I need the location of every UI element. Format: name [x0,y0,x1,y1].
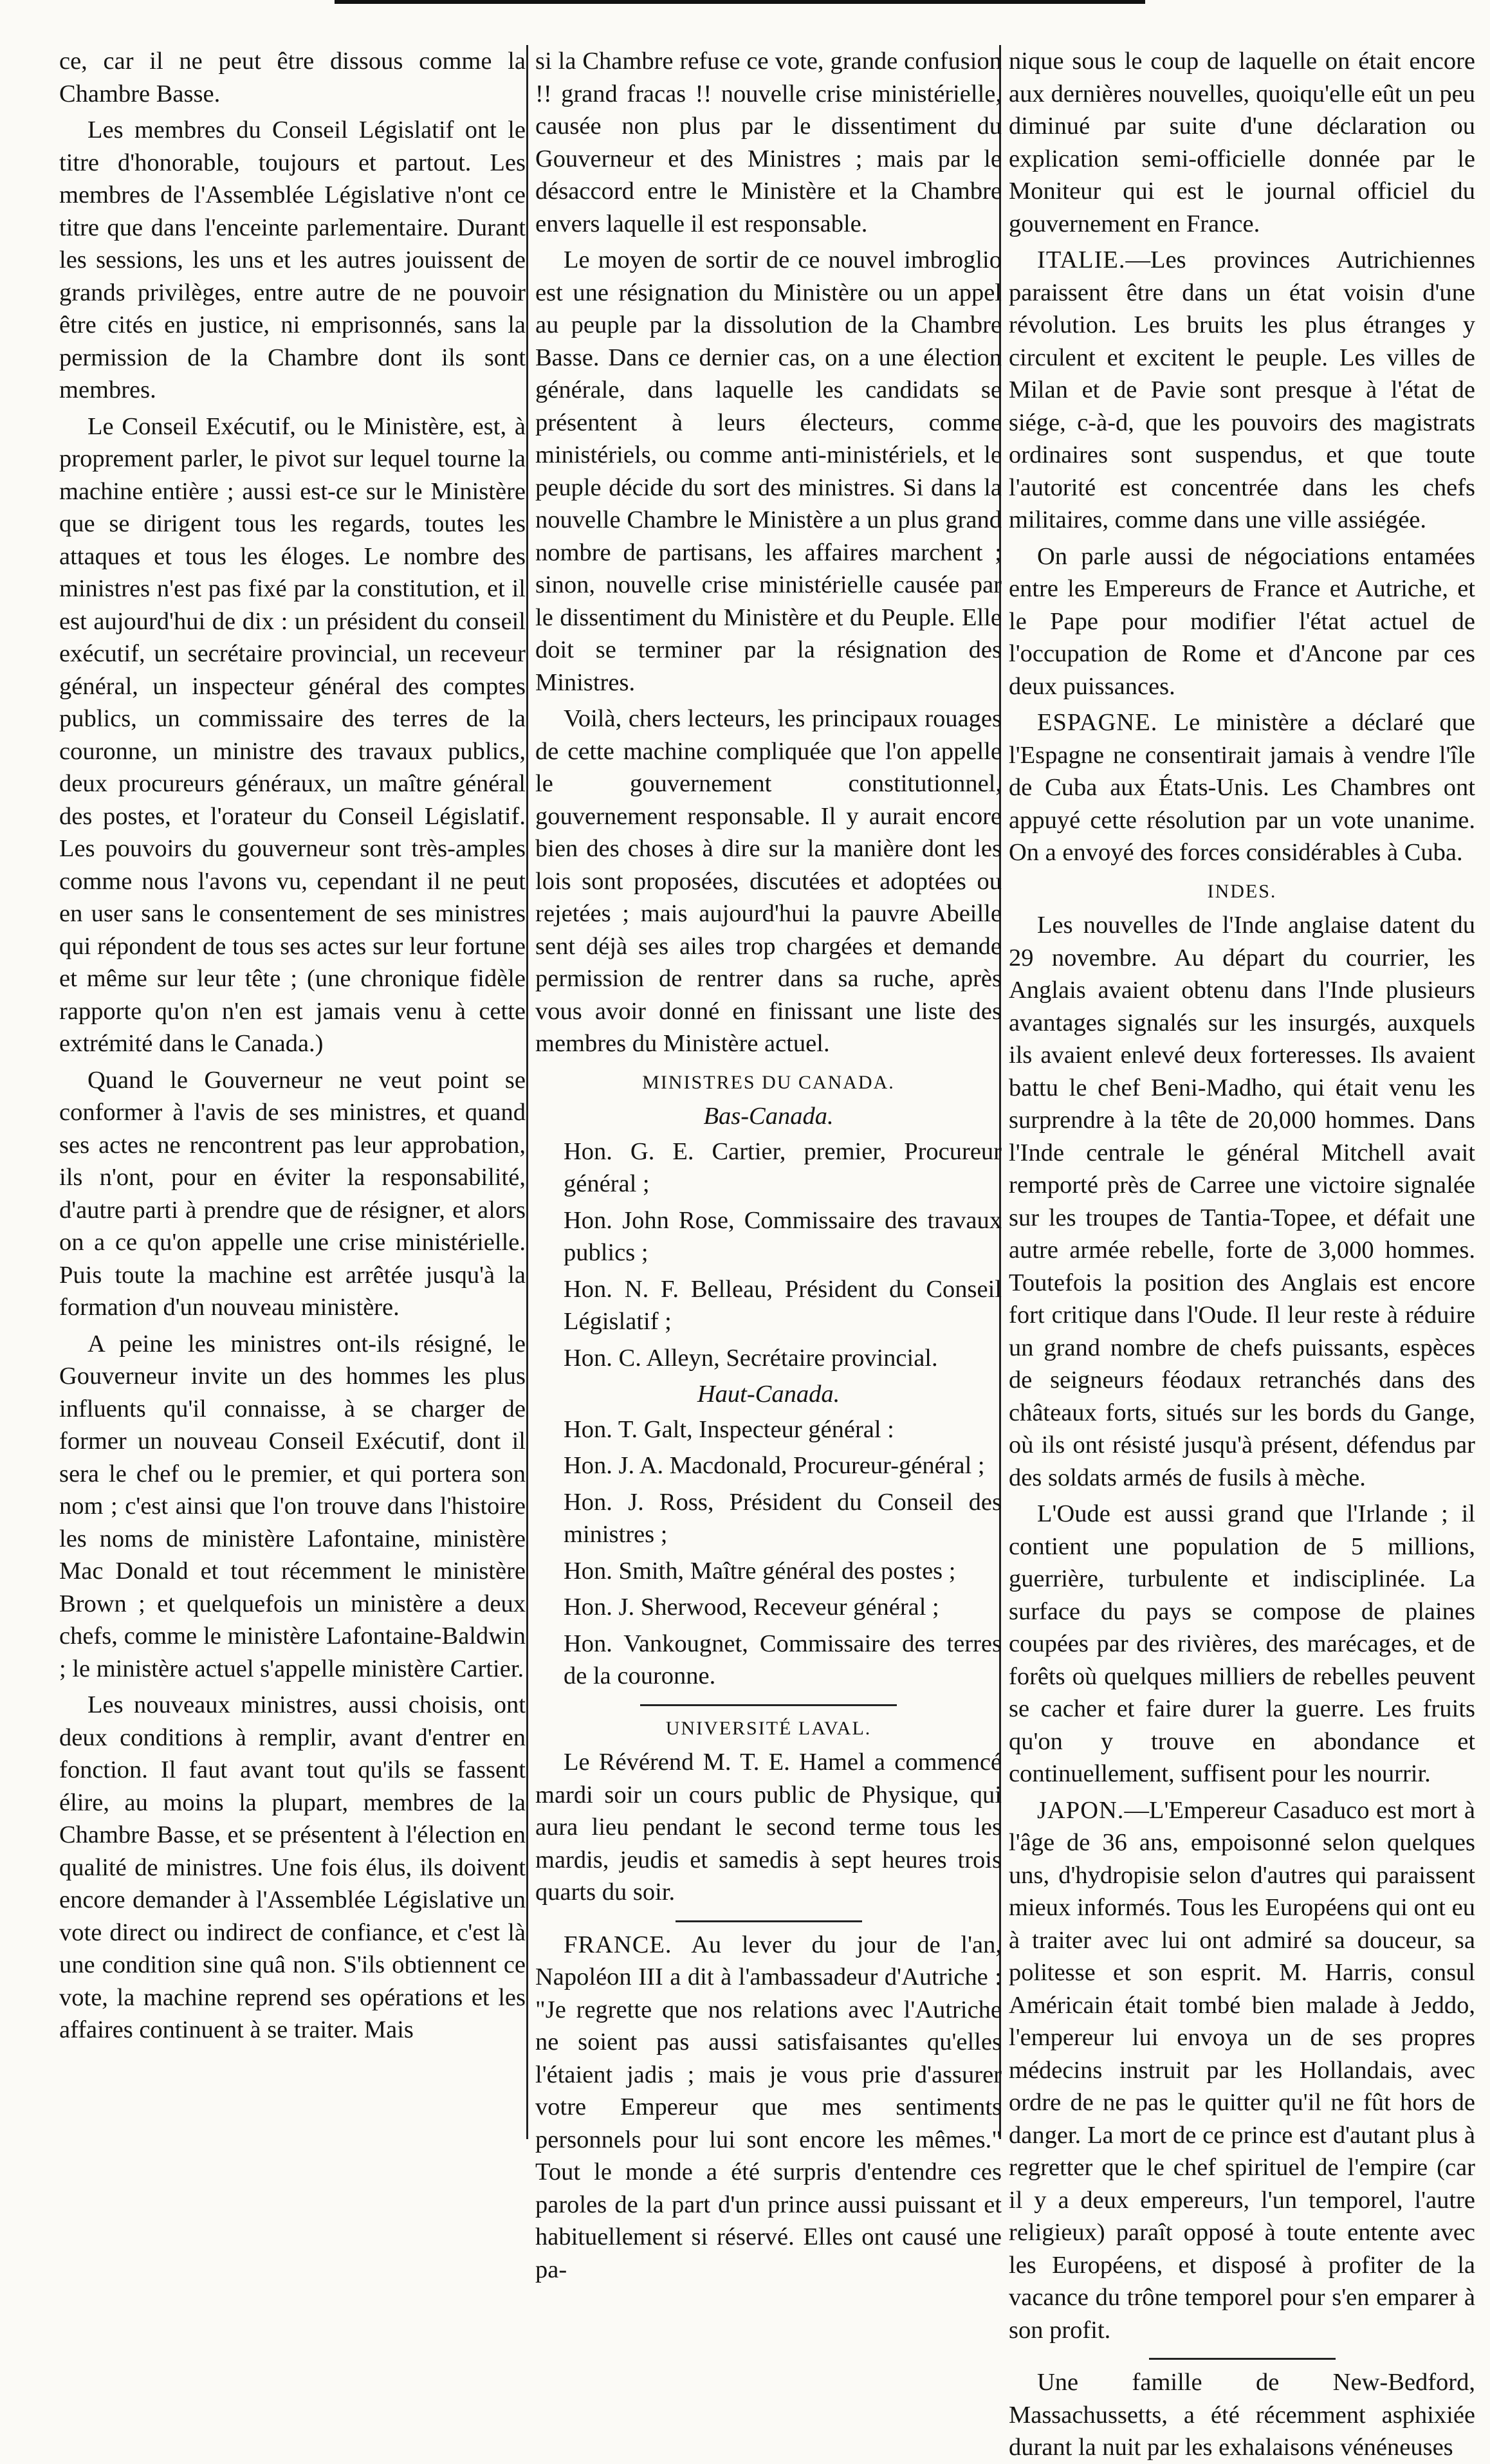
paragraph: si la Chambre refuse ce vote, grande confusion !! grand fracas !! nouvelle crise ministérielle, causée non plus par le dissentiment du Gouverneur et des Ministres ; mais par le désaccord entre le Ministère et la Chambre envers laquelle il est responsable. [535,48,1002,237]
paragraph: On parle aussi de négociations entamées entre les Empereurs de France et Autriche, et le Pape pour modifier l'état actuel de l'occupation de Rome et d'Ancone par ces deux puissances. [1009,542,1475,700]
bas-canada-label: Bas-Canada. [703,1103,834,1130]
minister-entry: Hon. J. Ross, Président du Conseil des ministres ; [564,1488,1002,1548]
minister-entry: Hon. J. A. Macdonald, Procureur-général ; [564,1452,985,1479]
espagne-text: Le ministère a déclaré que l'Espagne ne consentirait jamais à vendre l'île de Cuba aux États-Unis. Les Chambres ont appuyé cette résolution par un vote unanime. On a envoyé des forces considérables à Cuba. [1009,709,1476,866]
paragraph: nique sous le coup de laquelle on était encore aux dernières nouvelles, quoiqu'elle eût un peu diminué par suite d'une déclaration ou explication semi-officielle donnée par le Moniteur qui est le journal officiel du gouvernement en France. [1009,48,1475,237]
japon-text: —L'Empereur Casaduco est mort à l'âge de 36 ans, empoisonné selon quelques uns, d'hydropisie selon d'autres qui paraissent mieux informés. Tous les Européens qui ont eu à traiter avec lui ont admiré sa douceur, sa politesse et son esprit. M. Harris, consul Américain était tombé bien malade à Jeddo, l'empereur lui envoya un de ses propres médecins instruit par les Hollandais, avec ordre de ne pas le quitter qu'il ne fût hors de danger. La mort de ce prince est d'autant plus à regretter que le chef spirituel de l'empire (car il y a deux empereurs, l'un temporel, l'autre religieux) paraît opposé à toute entente avec les Européens, et disposé à profiter de la vacance du trône temporel pour s'en emparer à son profit. [1009,1796,1475,2344]
france-label: FRANCE. [564,1931,672,1958]
paragraph: Les nouvelles de l'Inde anglaise datent du 29 novembre. Au départ du courrier, les Anglais avaient obtenu dans l'Inde plusieurs avantages signalés sur les insurgés, auxquels ils avaient enlevé deux forteresses. Ils avaient battu le chef Beni-Madho, qui était venu les surprendre à la tête de 20,000 hommes. Dans l'Inde centrale le général Mitchell avait remporté près de Carree une victoire signalée sur les troupes de Tantia-Topee, et défait une autre armée rebelle, forte de 3,000 hommes. Toutefois la position des Anglais est encore fort critique dans l'Oude. Il leur reste à réduire un grand nombre de chefs puissants, espèces de seigneurs féodaux retranchés dans des châteaux forts, situés sur les bords du Gange, où ils ont résisté jusqu'à présent, défendus par des soldats armés de fusils à mèche. [1009,912,1475,1491]
minister-entry: Hon. J. Sherwood, Receveur général ; [564,1594,939,1621]
minister-entry: Hon. C. Alleyn, Secrétaire provincial. [564,1344,938,1372]
haut-canada-label: Haut-Canada. [697,1381,840,1408]
paragraph: L'Oude est aussi grand que l'Irlande ; il contient une population de 5 millions, guerrière, turbulente et indisciplinée. La surface du pays se compose de plaines coupées par des rivières, des marécages, et de forêts où quelques milliers de rebelles peuvent se cacher et faire durer la guerre. Les fruits qu'on y trouve en abondance et continuellement, suffisent pour les nourrir. [1009,1500,1475,1787]
paragraph: Les nouveaux ministres, aussi choisis, ont deux conditions à remplir, avant d'entrer en fonction. Il faut avant tout qu'ils se fassent élire, au moins la plupart, membres de la Chambre Basse, et se présentent à l'élection en qualité de ministres. Une fois élus, ils doivent encore demander à l'Assemblée Législative un vote direct ou indirect de confiance, et c'est là une condition sine quâ non. S'ils obtiennent ce vote, la machine reprend ses opérations et les affaires continuent à se traiter. Mais [59,1691,526,2043]
minister-entry: Hon. G. E. Cartier, premier, Procureur général ; [564,1137,1002,1197]
column-1 [59,45,526,2136]
espagne-label: ESPAGNE. [1037,709,1158,736]
paragraph: Quand le Gouverneur ne veut point se conformer à l'avis de ses ministres, et quand ses actes ne rencontrent pas leur approbation, ils n'ont, pour en éviter la responsabilité, d'autre parti à prendre que de résigner, et alors on a ce qu'on appelle une crise ministérielle. Puis toute la machine est arrêtée jusqu'à la formation d'un nouveau ministère. [59,1066,526,1321]
paragraph: Le Conseil Exécutif, ou le Ministère, est, à proprement parler, le pivot sur lequel tourne la machine entière ; aussi est-ce sur le Ministère que se dirigent tous les regards, toutes les attaques et tous les éloges. Le nombre des ministres n'est pas fixé par la constitution, et il est aujourd'hui de dix : un président du conseil exécutif, un secrétaire provincial, un receveur général, un inspecteur général des comptes publics, un commissaire des terres de la couronne, un ministre des travaux publics, deux procureurs généraux, un maître général des postes, et l'orateur du Conseil Législatif. Les pouvoirs du gouverneur sont très-amples comme nous l'avons vu, cependant il ne peut en user sans le consentement de ses ministres qui répondent de tous ses actes sur leur fortune et même sur leur tête ; (une chronique fidèle rapporte qu'on n'en est jamais venu à cette extrémité dans le Canada.) [59,412,526,1057]
paragraph: Une famille de New-Bedford, Massachussetts, a été récemment asphixiée durant la nuit par les exhalaisons vénéneuses [1009,2369,1475,2461]
section-rule [640,1704,897,1706]
column-3 [1009,45,1476,2461]
france-text: Au lever du jour de l'an, Napoléon III a dit à l'ambassadeur d'Autriche : "Je regrette que nos relations avec l'Autriche ne soient pas aussi satisfaisantes qu'elles l'étaient jadis ; mais je vous prie d'assurer votre Empereur que mes sentiments personnels pour lui sont encore les mêmes." Tout le monde a été surpris d'entendre ces paroles de la part d'un prince aussi puissant et habituellement si réservé. Elles ont causé une pa- [535,1931,1002,2283]
paragraph: Le Révérend M. T. E. Hamel a commencé mardi soir un cours public de Physique, qui aura lieu pendant le second terme tous les mardis, jeudis et samedis à sept heures trois quarts du soir. [535,1749,1002,1906]
column-2 [535,45,1002,2283]
paragraph: Voilà, chers lecteurs, les principaux rouages de cette machine compliquée que l'on appelle le gouvernement constitutionnel, gouvernement responsable. Il y aurait encore bien des choses à dire sur la manière dont les lois sont proposées, discutées et adoptées ou rejetées ; mais aujourd'hui la pauvre Abeille sent déjà ses ailes trop chargées et demande permission de rentrer dans sa ruche, après vous avoir donné en finissant une liste des membres du Ministère actuel. [535,705,1002,1057]
minister-entry: Hon. T. Galt, Inspecteur général : [564,1415,894,1443]
minister-entry: Hon. John Rose, Commissaire des travaux publics ; [564,1206,1002,1266]
minister-entry: Hon. Smith, Maître général des postes ; [564,1557,956,1585]
paragraph: ce, car il ne peut être dissous comme la Chambre Basse. [59,48,526,107]
minister-entry: Hon. N. F. Belleau, Président du Conseil Législatif ; [564,1275,1002,1335]
minister-entry: Hon. Vankougnet, Commissaire des terres de la couronne. [564,1630,1002,1689]
paragraph: Les membres du Conseil Législatif ont le titre d'honorable, toujours et partout. Les membres de l'Assemblée Législative n'ont ce titre que dans l'enceinte parlementaire. Durant les sessions, les uns et les autres jouissent de grands privilèges, entre autre de ne pouvoir être cités en justice, ni emprisonnés, sans la permission de la Chambre dont ils sont membres. [59,116,526,403]
section-rule [1149,2358,1336,2360]
japon-label: JAPON. [1037,1796,1125,1824]
universite-heading: UNIVERSITÉ LAVAL. [665,1717,872,1739]
ministers-heading: MINISTRES DU CANADA. [642,1071,895,1093]
italie-label: ITALIE. [1037,246,1126,273]
section-rule [676,1920,862,1922]
paragraph: Le moyen de sortir de ce nouvel imbroglio est une résignation du Ministère ou un appel au peuple par la dissolution de la Chambre Basse. Dans ce dernier cas, on a une élection générale, dans laquelle les candidats se présentent à leurs électeurs, comme ministériels, ou comme anti-ministériels, et le peuple décide du sort des ministres. Si dans la nouvelle Chambre le Ministère a un plus grand nombre de partisans, les affaires marchent ; sinon, nouvelle crise ministérielle causée par le dissentiment du Ministère et du Peuple. Elle doit se terminer par la résignation des Ministres. [535,246,1002,696]
indes-heading: INDES. [1207,880,1277,902]
top-rule [335,0,1145,4]
paragraph: A peine les ministres ont-ils résigné, le Gouverneur invite un des hommes les plus influents qu'il connaisse, à se charger de former un nouveau Conseil Exécutif, dont il sera le chef ou le premier, et qui portera son nom ; c'est ainsi que l'on trouve dans l'histoire les noms de ministère Lafontaine, ministère Mac Donald et tout récemment le ministère Brown ; et quelquefois un ministère a deux chefs, comme le ministère Lafontaine-Baldwin ; le ministère actuel s'appelle ministère Cartier. [59,1330,526,1682]
column-divider [526,45,528,2139]
italie-text: —Les provinces Autrichiennes paraissent être dans un état voisin d'une révolution. Les bruits les plus étranges y circulent et excitent le peuple. Les villes de Milan et de Pavie sont presque à l'état de siége, c-à-d, que les pouvoirs des magistrats ordinaires sont suspendus, et que toute l'autorité est concentrée dans les chefs militaires, comme dans une ville assiégée. [1009,246,1475,533]
